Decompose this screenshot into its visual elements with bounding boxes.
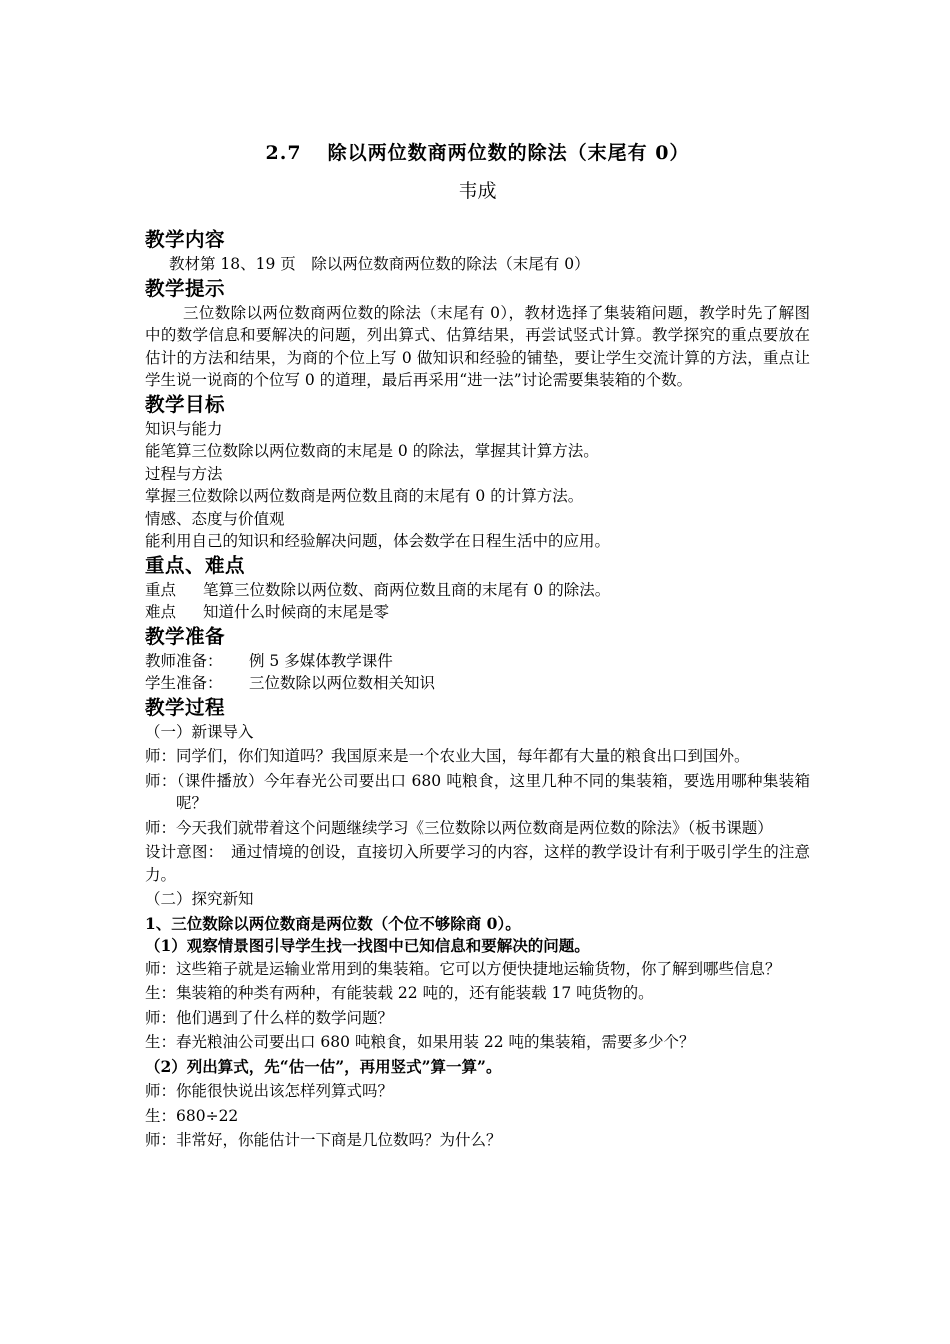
heading-goals: 教学目标 (145, 392, 226, 416)
difficulty-text: 知道什么时候商的末尾是零 (203, 603, 390, 621)
process-part1-title: （一）新课导入 (145, 722, 254, 741)
heading-process: 教学过程 (145, 695, 226, 719)
keypoint-label: 重点 (145, 580, 177, 599)
dialog-line: 师：（课件播放）今年春光公司要出口 680 吨粮食，这里几种不同的集装箱，要选用哪种集装箱呢？ (145, 771, 810, 812)
student-prep-row (145, 672, 810, 695)
goal-knowledge-label: 知识与能力 (145, 419, 223, 438)
title-text: 除以两位数商两位数的除法（末尾有 0） (327, 142, 690, 164)
document-title (145, 138, 810, 165)
step-title: （1）观察情景图引导学生找一找图中已知信息和要解决的问题。 (145, 936, 590, 955)
student-prep-text: 三位数除以两位数相关知识 (249, 674, 436, 692)
dialog-line: 师：你能很快说出该怎样列算式吗？ (145, 1082, 394, 1100)
goal-knowledge-text: 能笔算三位数除以两位数商的末尾是 0 的除法，掌握其计算方法。 (145, 442, 599, 460)
dialog-line: 生：集装箱的种类有两种，有能装载 22 吨的，还有能装载 17 吨货物的。 (145, 984, 654, 1002)
student-prep-label: 学生准备： (145, 674, 223, 692)
keypoint-text: 笔算三位数除以两位数、商两位数且商的末尾有 0 的除法。 (203, 580, 611, 599)
dialog-line: 生：680÷22 (145, 1106, 239, 1125)
subsection-title: 1、三位数除以两位数商是两位数（个位不够除商 0）。 (145, 913, 521, 933)
dialog-line: 师：非常好，你能估计一下商是几位数吗？为什么？ (145, 1131, 502, 1149)
keypoint-row (145, 579, 810, 602)
document-body (145, 227, 810, 1152)
heading-content: 教学内容 (145, 228, 226, 251)
dialog-line: 师：他们遇到了什么样的数学问题？ (145, 1008, 394, 1027)
dialog-line: 生：春光粮油公司要出口 680 吨粮食，如果用装 22 吨的集装箱，需要多少个？ (145, 1033, 695, 1051)
goal-emotion-text: 能利用自己的知识和经验解决问题，体会数学在日程生活中的应用。 (145, 532, 611, 550)
content-text: 教材第 18、19 页 除以两位数商两位数的除法（末尾有 0） (169, 255, 590, 273)
heading-keypoints: 重点、难点 (145, 553, 246, 577)
process-part2-title: （二）探究新知 (145, 890, 254, 908)
teacher-prep-row (145, 650, 810, 673)
teacher-prep-text: 例 5 多媒体教学课件 (249, 651, 393, 670)
teacher-prep-label: 教师准备： (145, 651, 223, 670)
step-title: （2）列出算式，先“估一估”，再用竖式”算一算”。 (145, 1056, 502, 1076)
dialog-line: 师：这些箱子就是运输业常用到的集装箱。它可以方便快捷地运输货物，你了解到哪些信息？ (145, 959, 781, 978)
author-name: 韦成 (458, 180, 497, 202)
dialog-line: 师：今天我们就带着这个问题继续学习《三位数除以两位数商是两位数的除法》（板书课题） (145, 818, 773, 837)
goal-process-text: 掌握三位数除以两位数商是两位数且商的末尾有 0 的计算方法。 (145, 487, 584, 505)
design-intent: 设计意图： 通过情境的创设，直接切入所要学习的内容，这样的教学设计有利于吸引学生的注意力。 (145, 843, 810, 884)
difficulty-label: 难点 (145, 603, 177, 621)
title-number: 2.7 (265, 142, 302, 164)
goal-process-label: 过程与方法 (145, 464, 223, 483)
heading-prep: 教学准备 (145, 624, 226, 648)
goal-emotion-label: 情感、态度与价值观 (145, 509, 285, 528)
heading-tips: 教学提示 (145, 276, 226, 300)
difficulty-row (145, 601, 810, 624)
tips-text: 三位数除以两位数商两位数的除法（末尾有 0），教材选择了集装箱问题，教学时先了解图中的数学信息和要解决的问题，列出算式、估算结果，再尝试竖式计算。教学探究的重点要放在估计的方法和结果，为商的个位上写 0 做知识和经验的铺垫，要让学生交流计算的方法，重点让学生说一说商的个位写 0 的道理，最后再采用“进一法”讨论需要集装箱的个数。 (145, 303, 810, 389)
dialog-line: 师：同学们，你们知道吗？我国原来是一个农业大国，每年都有大量的粮食出口到国外。 (145, 747, 750, 765)
